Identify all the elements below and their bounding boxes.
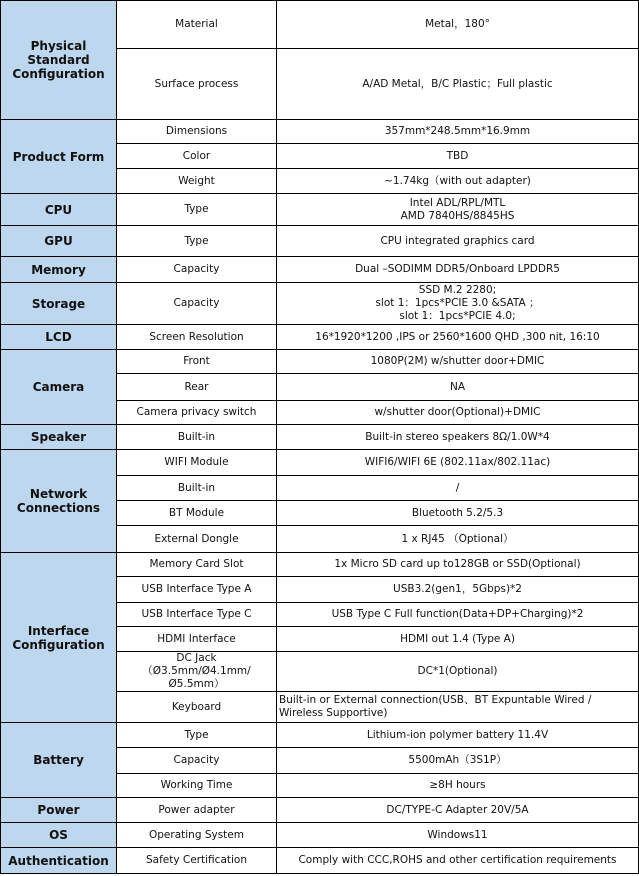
value-cell: Windows11	[277, 823, 639, 848]
spec-row	[1, 823, 639, 848]
item-cell: Operating System	[117, 823, 277, 848]
item-cell: Memory Card Slot	[117, 553, 277, 577]
category-cell: Interface Configuration	[1, 553, 117, 723]
item-cell: Front	[117, 350, 277, 374]
value-cell: 357mm*248.5mm*16.9mm	[277, 120, 639, 144]
item-cell: Weight	[117, 169, 277, 194]
value-cell: TBD	[277, 144, 639, 169]
value-cell: 16*1920*1200 ,IPS or 2560*1600 QHD ,300 nit, 16:10	[277, 325, 639, 350]
category-cell: Power	[1, 798, 117, 823]
category-cell: Speaker	[1, 425, 117, 450]
item-cell: USB Interface Type A	[117, 577, 277, 603]
item-cell: DC Jack （Ø3.5mm/Ø4.1mm/Ø5.5mm）	[117, 652, 277, 692]
spec-row	[1, 226, 639, 257]
category-cell: Memory	[1, 257, 117, 283]
value-cell: CPU integrated graphics card	[277, 226, 639, 257]
value-cell: USB Type C Full function(Data+DP+Charging)*2	[277, 603, 639, 627]
category-cell: Storage	[1, 283, 117, 325]
category-cell: CPU	[1, 194, 117, 226]
value-cell: USB3.2(gen1，5Gbps)*2	[277, 577, 639, 603]
item-cell: HDMI Interface	[117, 627, 277, 652]
item-cell: Material	[117, 1, 277, 49]
value-cell: ≥8H hours	[277, 774, 639, 798]
item-cell: Built-in	[117, 476, 277, 501]
value-cell: Bluetooth 5.2/5.3	[277, 501, 639, 526]
spec-row	[1, 350, 639, 374]
value-cell: Metal，180°	[277, 1, 639, 49]
value-cell: WIFI6/WIFI 6E (802.11ax/802.11ac)	[277, 450, 639, 476]
category-cell: Network Connections	[1, 450, 117, 553]
spec-row	[1, 1, 639, 49]
item-cell: USB Interface Type C	[117, 603, 277, 627]
value-cell: 5500mAh（3S1P）	[277, 748, 639, 774]
spec-table-body	[1, 1, 639, 874]
item-cell: Capacity	[117, 283, 277, 325]
value-cell: Comply with CCC,ROHS and other certification requirements	[277, 848, 639, 874]
item-cell: Capacity	[117, 748, 277, 774]
category-cell: Physical Standard Configuration	[1, 1, 117, 120]
spec-row	[1, 120, 639, 144]
value-cell: Dual –SODIMM DDR5/Onboard LPDDR5	[277, 257, 639, 283]
item-cell: Type	[117, 723, 277, 748]
spec-row	[1, 723, 639, 748]
value-cell: HDMI out 1.4 (Type A)	[277, 627, 639, 652]
category-cell: Battery	[1, 723, 117, 798]
spec-row	[1, 450, 639, 476]
item-cell: Surface process	[117, 49, 277, 120]
value-cell: /	[277, 476, 639, 501]
item-cell: Camera privacy switch	[117, 401, 277, 425]
value-cell: w/shutter door(Optional)+DMIC	[277, 401, 639, 425]
value-cell: 1080P(2M) w/shutter door+DMIC	[277, 350, 639, 374]
value-cell: NA	[277, 374, 639, 401]
item-cell: WIFI Module	[117, 450, 277, 476]
item-cell: Screen Resolution	[117, 325, 277, 350]
category-cell: OS	[1, 823, 117, 848]
value-cell: SSD M.2 2280; slot 1：1pcs*PCIE 3.0 &SATA ； slot 1：1pcs*PCIE 4.0;	[277, 283, 639, 325]
spec-row	[1, 325, 639, 350]
value-cell: DC*1(Optional)	[277, 652, 639, 692]
category-cell: LCD	[1, 325, 117, 350]
item-cell: Type	[117, 194, 277, 226]
value-cell: Built-in stereo speakers 8Ω/1.0W*4	[277, 425, 639, 450]
item-cell: BT Module	[117, 501, 277, 526]
item-cell: Capacity	[117, 257, 277, 283]
spec-row	[1, 194, 639, 226]
item-cell: Working Time	[117, 774, 277, 798]
category-cell: Product Form	[1, 120, 117, 194]
category-cell: GPU	[1, 226, 117, 257]
value-cell: Intel ADL/RPL/MTL AMD 7840HS/8845HS	[277, 194, 639, 226]
value-cell: 1x Micro SD card up to128GB or SSD(Optional)	[277, 553, 639, 577]
value-cell: Lithium-ion polymer battery 11.4V	[277, 723, 639, 748]
value-cell: DC/TYPE-C Adapter 20V/5A	[277, 798, 639, 823]
value-cell: Built-in or External connection(USB、BT Expuntable Wired / Wireless Supportive)	[277, 692, 639, 723]
category-cell: Camera	[1, 350, 117, 425]
item-cell: External Dongle	[117, 526, 277, 553]
item-cell: Power adapter	[117, 798, 277, 823]
item-cell: Keyboard	[117, 692, 277, 723]
item-cell: Safety Certification	[117, 848, 277, 874]
spec-row	[1, 848, 639, 874]
spec-row	[1, 425, 639, 450]
spec-row	[1, 798, 639, 823]
value-cell: A/AD Metal，B/C Plastic；Full plastic	[277, 49, 639, 120]
item-cell: Dimensions	[117, 120, 277, 144]
category-cell: Authentication	[1, 848, 117, 874]
item-cell: Color	[117, 144, 277, 169]
spec-row	[1, 283, 639, 325]
spec-row	[1, 257, 639, 283]
item-cell: Type	[117, 226, 277, 257]
value-cell: 1 x RJ45 （Optional）	[277, 526, 639, 553]
item-cell: Built-in	[117, 425, 277, 450]
item-cell: Rear	[117, 374, 277, 401]
value-cell: ~1.74kg（with out adapter)	[277, 169, 639, 194]
spec-row	[1, 553, 639, 577]
